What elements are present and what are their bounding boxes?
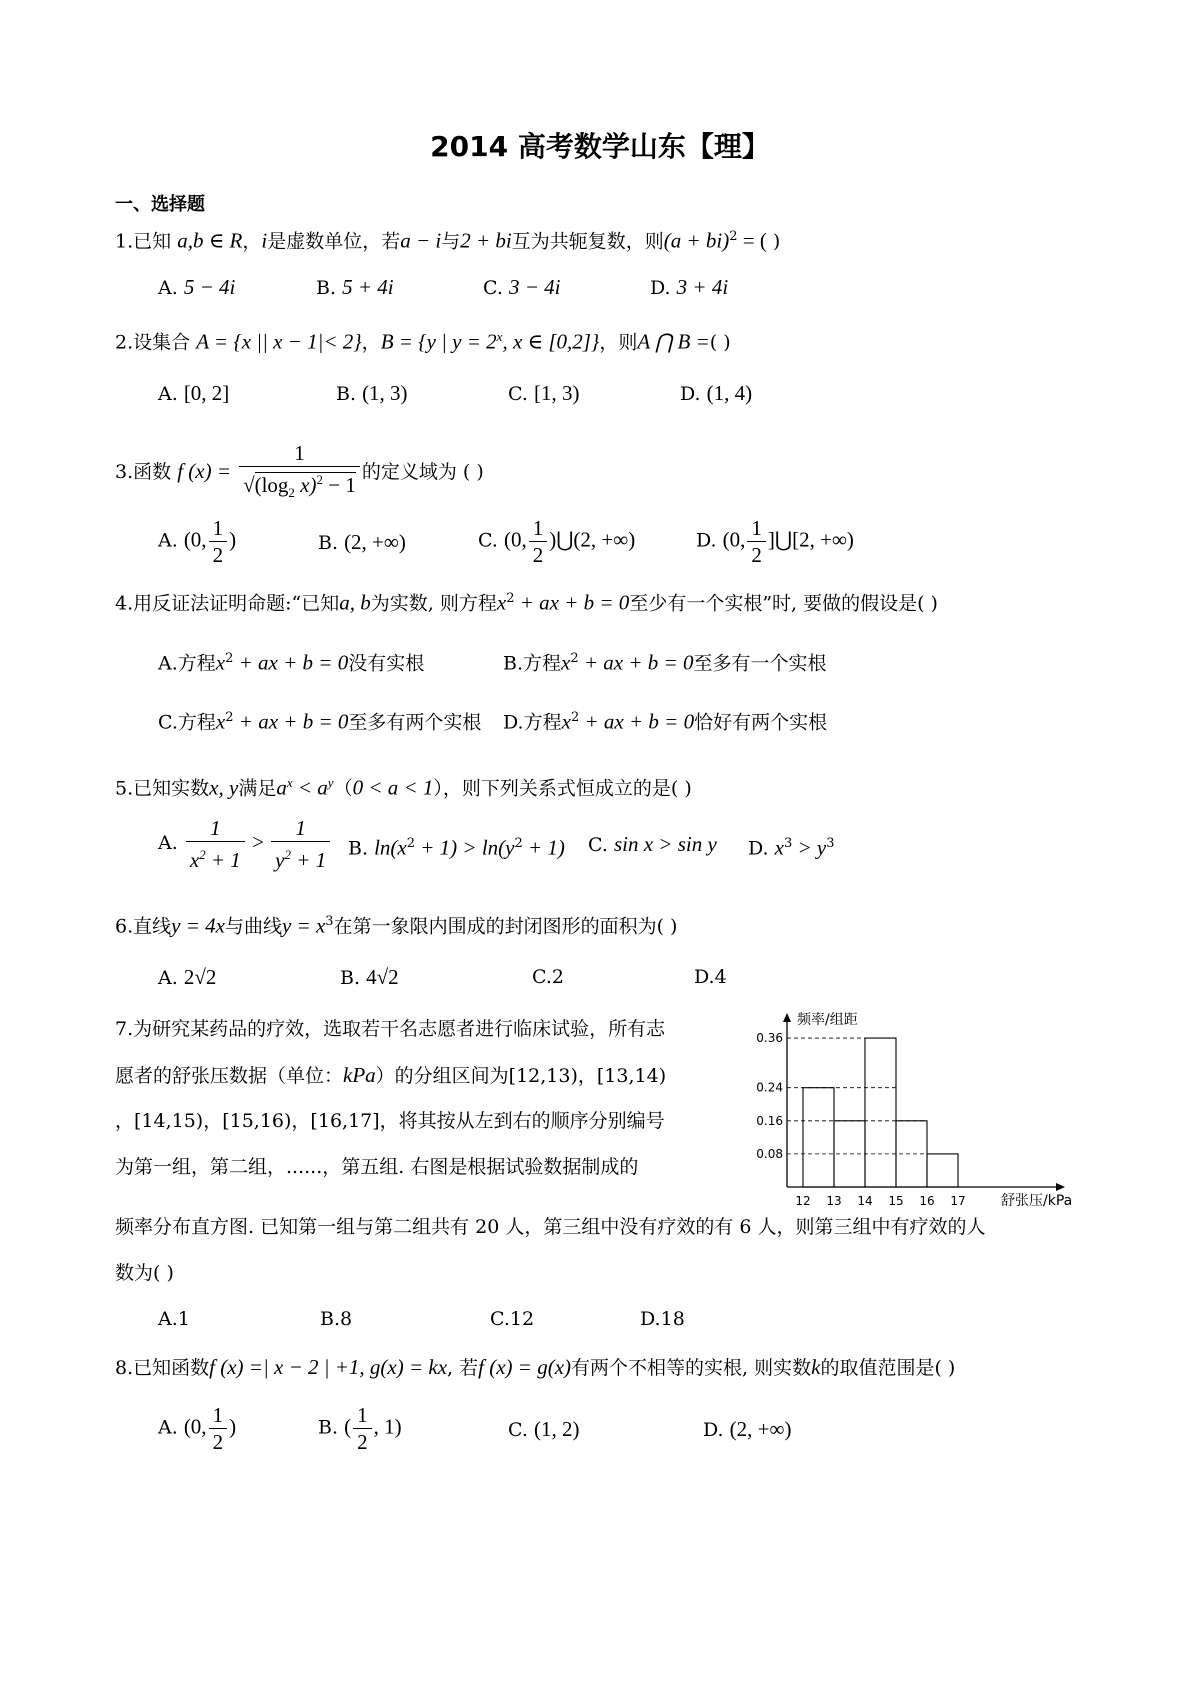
- option-math: (1, 2): [533, 1417, 580, 1441]
- question-1: [115, 222, 780, 256]
- fraction-denominator: 2: [357, 1430, 368, 1454]
- q4-text-1: 用反证法证明命题:“已知: [133, 592, 340, 615]
- q3-option-d[interactable]: [696, 515, 854, 568]
- q3-option-c[interactable]: [478, 515, 635, 568]
- option-math: + ax + b = 0: [579, 709, 695, 734]
- option-math: 12: [509, 1308, 535, 1330]
- option-math: 3 − 4i: [508, 275, 561, 299]
- q7-continued: [115, 1210, 1105, 1302]
- question-4: [115, 584, 938, 618]
- q8-math-2: f (x) = g(x): [478, 1355, 572, 1379]
- q4-option-b[interactable]: [503, 644, 827, 678]
- option-math: ): [229, 1414, 237, 1439]
- q5-option-b[interactable]: [348, 829, 565, 863]
- q5-text-3: （: [333, 777, 353, 800]
- denominator-var: x: [189, 848, 200, 872]
- q4-options-row-2: [158, 703, 958, 735]
- option-fraction: [353, 1402, 372, 1455]
- option-exp: 2: [225, 710, 234, 725]
- option-math: (0,: [183, 1414, 207, 1439]
- question-number: 1.: [115, 230, 134, 253]
- denominator-var: y: [275, 848, 285, 872]
- option-fraction: [209, 515, 228, 568]
- fraction-numerator: 1: [529, 515, 548, 542]
- q2-option-c[interactable]: [508, 378, 579, 409]
- log-term: (log: [254, 473, 289, 497]
- q3-option-a[interactable]: [158, 515, 236, 568]
- question-3: [115, 440, 484, 506]
- minus-one: − 1: [323, 473, 356, 497]
- denominator-rest: + 1: [290, 848, 327, 872]
- x-tick-label: 12: [795, 1194, 811, 1208]
- q5-math-1: x, y: [209, 775, 239, 800]
- option-label: B.: [336, 383, 357, 405]
- option-math: (0,: [183, 527, 207, 552]
- option-math: [1, 3): [533, 381, 580, 405]
- option-label: A.: [158, 383, 178, 405]
- option-label: D.: [696, 529, 717, 552]
- q7-option-d[interactable]: [640, 1304, 685, 1334]
- y-tick-label: 0.08: [756, 1146, 783, 1161]
- fraction-denominator: 2: [212, 543, 224, 567]
- option-math: (1, 4): [706, 381, 753, 405]
- q8-text-3: 有两个不相等的实根, 则实数: [571, 1357, 812, 1379]
- option-math: 2: [551, 966, 564, 988]
- histogram-bar: [927, 1154, 958, 1187]
- option-math: 4: [714, 966, 727, 988]
- option-text: 方程: [177, 711, 216, 734]
- q7-line-5: 频率分布直方图. 已知第一组与第二组共有 20 人，第三组中没有疗效的有 6 人，则第三组中有疗效的人: [115, 1216, 986, 1238]
- x-tick-label: 13: [826, 1194, 842, 1208]
- option-math: + ax + b = 0: [578, 650, 694, 675]
- q5-math-3-exp: y: [327, 775, 334, 790]
- fraction-numerator: 1: [209, 515, 228, 542]
- q4-math-2: x: [496, 590, 507, 615]
- option-text: 至多有一个实根: [693, 652, 827, 675]
- q3-math-1: f (x) =: [177, 459, 232, 484]
- q2-text-2: ，: [361, 331, 381, 354]
- fraction-denominator: 2: [212, 1430, 224, 1454]
- q1-option-a[interactable]: [158, 272, 235, 303]
- fraction-denominator: [271, 842, 330, 873]
- fraction-numerator: 1: [747, 515, 766, 542]
- option-math: (0,: [503, 527, 527, 552]
- option-math: 1: [177, 1308, 190, 1330]
- comparison: >: [246, 830, 270, 854]
- option-math: (2, +∞): [344, 530, 406, 554]
- q1-option-d[interactable]: [650, 272, 728, 303]
- option-math: x: [215, 709, 226, 734]
- option-label: B.: [348, 837, 369, 860]
- q2-math-4: A ⋂ B =: [637, 329, 710, 354]
- option-math: , 1): [373, 1414, 402, 1439]
- option-label: A.: [158, 652, 178, 675]
- question-6: [115, 907, 677, 941]
- question-number: 4.: [115, 592, 134, 615]
- q2-option-d[interactable]: [680, 378, 752, 409]
- y-axis-arrow: [783, 1013, 791, 1022]
- option-math: sin x > sin y: [613, 832, 717, 856]
- fraction-numerator: 1: [239, 440, 360, 467]
- option-label: D.: [503, 711, 524, 734]
- option-exp: 3: [826, 836, 835, 851]
- q8-option-d[interactable]: [703, 1414, 791, 1445]
- q7-option-b[interactable]: [320, 1304, 352, 1334]
- fraction-denominator: [186, 842, 245, 873]
- page-title: 2014 高考数学山东【理】: [430, 130, 770, 163]
- q7-line-6: 数为( ): [115, 1262, 174, 1284]
- option-math: x: [561, 709, 571, 734]
- option-label: C.: [490, 1308, 510, 1330]
- option-label: A.: [158, 529, 178, 552]
- log-arg: x): [294, 473, 317, 497]
- option-math: (1, 3): [362, 381, 408, 405]
- option-exp: 2: [570, 710, 580, 725]
- y-tick-label: 0.16: [756, 1113, 783, 1128]
- fraction-numerator: 1: [186, 815, 245, 842]
- q2-options: [158, 378, 858, 410]
- q7-option-c[interactable]: [490, 1304, 534, 1334]
- option-math: (: [344, 1414, 352, 1439]
- option-label: B.: [503, 652, 524, 675]
- option-math: 8: [340, 1308, 353, 1330]
- option-exp: 3: [783, 836, 793, 851]
- denominator-exp: 2: [284, 847, 291, 862]
- option-fraction: [209, 1402, 228, 1455]
- q1-math-5-exp: 2: [729, 229, 738, 244]
- q4-math-2-exp: 2: [506, 591, 515, 606]
- q2-option-a[interactable]: [158, 378, 229, 409]
- option-label: D.: [694, 966, 715, 988]
- q4-text-3: 至少有一个实根”时, 要做的假设是( ): [629, 592, 938, 615]
- q7-unit: kPa: [343, 1063, 376, 1087]
- q1-options: [158, 272, 858, 304]
- q5-math-2-exp: x: [286, 775, 293, 790]
- option-label: B.: [320, 1308, 341, 1330]
- q4-option-a[interactable]: [158, 644, 424, 678]
- fraction-denominator: 2: [532, 543, 544, 567]
- option-label: C.: [483, 277, 503, 299]
- q3-option-b[interactable]: [318, 527, 406, 558]
- q4-option-c[interactable]: [158, 703, 481, 737]
- q8-option-c[interactable]: [508, 1414, 579, 1445]
- option-fraction: [747, 515, 766, 568]
- q2-math-3: , x ∈ [0,2]}: [502, 329, 600, 354]
- q2-text-4: ( ): [709, 331, 731, 354]
- q1-text-5: 互为共轭复数，则: [511, 230, 664, 253]
- q6-text-2: 与曲线: [224, 915, 282, 938]
- option-exp: 2: [225, 651, 234, 666]
- option-math: )⋃(2, +∞): [549, 527, 636, 552]
- option-label: A.: [158, 832, 178, 854]
- option-label: D.: [703, 1419, 724, 1441]
- q7-line-3: ，[14,15)，[15,16)，[16,17]，将其按从左到右的顺序分别编号: [115, 1110, 665, 1132]
- q7-line-1: 7.为研究某药品的疗效，选取若干名志愿者进行临床试验，所有志: [115, 1018, 666, 1040]
- option-math: x: [561, 650, 571, 675]
- q1-math-5: (a + bi): [663, 228, 730, 253]
- option-text: 恰好有两个实根: [694, 711, 828, 734]
- q6-text-1: 直线: [133, 915, 172, 938]
- q1-math-3: a − i: [400, 228, 442, 253]
- fraction-numerator: 1: [209, 1402, 228, 1429]
- q3-text-1: 函数: [133, 461, 172, 484]
- q1-text-2: ，: [242, 230, 262, 253]
- option-math: x: [774, 835, 784, 860]
- q7-text: ）的分组区间为[12,13)，[13,14): [375, 1065, 667, 1087]
- option-label: A.: [158, 967, 178, 989]
- q4-math-3: + ax + b = 0: [514, 590, 630, 615]
- option-math: 5 + 4i: [342, 275, 394, 299]
- x-tick-label: 16: [919, 1194, 935, 1208]
- q5-option-a[interactable]: [158, 815, 332, 873]
- q1-option-c[interactable]: [483, 272, 560, 303]
- option-math: 4√2: [366, 965, 399, 989]
- histogram-bar: [803, 1088, 834, 1187]
- q1-math-6: = (: [737, 228, 767, 253]
- option-label: C.: [588, 834, 608, 856]
- q8-math-1: f (x) =| x − 2 | +1, g(x) = kx: [209, 1355, 448, 1379]
- option-math: 2√2: [183, 965, 217, 989]
- q8-option-a[interactable]: [158, 1402, 236, 1455]
- histogram-marks: [756, 1031, 965, 1208]
- histogram-bar: [865, 1038, 896, 1187]
- q4-options-row-1: [158, 644, 958, 676]
- q7-option-a[interactable]: [158, 1304, 190, 1334]
- section-heading: 一、选择题: [115, 194, 205, 215]
- q1-math-1: a,b ∈ R: [177, 228, 243, 253]
- x-axis-arrow: [1056, 1183, 1065, 1191]
- x-tick-label: 14: [857, 1194, 873, 1208]
- q5-text-4: ），则下列关系式恒成立的是( ): [433, 777, 692, 800]
- q6-option-a[interactable]: [158, 962, 216, 993]
- option-math: 18: [660, 1308, 685, 1330]
- q1-math-4: 2 + bi: [460, 228, 512, 253]
- q1-text-3: 是虚数单位，若: [267, 230, 401, 253]
- option-label: D.: [650, 277, 671, 299]
- q6-math-1: y = 4x: [171, 913, 225, 938]
- option-label: B.: [318, 1416, 339, 1439]
- question-number: 6.: [115, 915, 134, 938]
- option-math: 3 + 4i: [676, 275, 729, 299]
- question-number: 8.: [115, 1357, 134, 1379]
- option-label: C.: [532, 966, 552, 988]
- option-label: C.: [508, 383, 528, 405]
- q7-line-4: 为第一组，第二组，......，第五组. 右图是根据试验数据制成的: [115, 1156, 639, 1178]
- option-math: + ax + b = 0: [233, 650, 349, 675]
- q2-math-2-exp: x: [496, 329, 503, 344]
- q8-math-3: k: [811, 1355, 821, 1379]
- y-axis-label: 频率/组距: [797, 1012, 858, 1028]
- q1-text-4: 与: [441, 230, 461, 253]
- frequency-histogram: [745, 1005, 1105, 1210]
- log-base: 2: [288, 485, 295, 501]
- fraction-denominator: $√(\log_2$ x)$^2$ − 1: [243, 472, 356, 501]
- question-8: [115, 1352, 955, 1383]
- q1-text-1: 已知: [133, 230, 172, 253]
- x-axis-label: 舒张压/kPa: [1001, 1193, 1073, 1209]
- option-math: x: [215, 650, 226, 675]
- option-math: + 1) > ln(y: [415, 835, 515, 860]
- q1-math-2: i: [261, 228, 268, 253]
- q6-option-d[interactable]: [694, 962, 727, 992]
- option-math: (2, +∞): [729, 1417, 792, 1441]
- q8-text-4: 的取值范围是( ): [820, 1357, 956, 1379]
- q5-math-4: 0 < a < 1: [352, 775, 434, 800]
- option-fraction: [271, 815, 330, 873]
- q5-math-2: a: [276, 775, 287, 800]
- q7-options: [158, 1304, 858, 1336]
- fraction-numerator: 1: [271, 815, 330, 842]
- q2-text-3: ，则: [599, 331, 638, 354]
- q5-option-c[interactable]: [588, 829, 717, 860]
- radicand: [254, 472, 356, 501]
- y-tick-label: 0.24: [756, 1080, 783, 1095]
- option-text: 至多有两个实根: [348, 711, 482, 734]
- option-label: B.: [318, 532, 339, 554]
- q7-line-2: [115, 1058, 735, 1104]
- q2-math-2: B = {y | y = 2: [380, 329, 497, 354]
- q6-option-c[interactable]: [532, 962, 564, 992]
- q6-options: [158, 962, 858, 994]
- question-7: [115, 1012, 735, 1196]
- question-2: [115, 322, 731, 357]
- q8-options: [158, 1402, 918, 1462]
- q4-option-d[interactable]: [503, 703, 827, 737]
- option-math: (0,: [722, 527, 746, 552]
- option-math: 5 − 4i: [183, 275, 236, 299]
- q5-options: [158, 815, 958, 877]
- q6-math-2-exp: 3: [325, 914, 334, 929]
- q3-options: [158, 515, 918, 575]
- q8-option-b[interactable]: [318, 1402, 402, 1455]
- option-fraction: [186, 815, 245, 873]
- option-label: C.: [478, 529, 498, 552]
- q2-text-1: 设集合: [133, 331, 191, 354]
- option-exp: 2: [406, 836, 415, 851]
- option-label: A.: [158, 277, 178, 299]
- question-number: 5.: [115, 777, 134, 800]
- denominator-rest: + 1: [205, 848, 241, 872]
- option-math: > y: [792, 835, 827, 860]
- option-text: 方程: [177, 652, 216, 675]
- option-exp: 2: [514, 836, 523, 851]
- q3-fraction: [239, 440, 360, 506]
- option-label: D.: [640, 1308, 661, 1330]
- option-math: + 1): [522, 835, 565, 860]
- q7-text: 愿者的舒张压数据（单位：: [115, 1065, 344, 1087]
- histogram-axes: [783, 1012, 1072, 1209]
- fraction-denominator: 2: [751, 543, 762, 567]
- q8-text-1: 已知函数: [133, 1357, 210, 1379]
- q4-text-2: 为实数, 则方程: [370, 592, 497, 615]
- option-label: B.: [340, 967, 361, 989]
- q5-option-d[interactable]: [748, 829, 835, 863]
- option-math: ]⋃[2, +∞): [767, 527, 854, 552]
- log-exp: 2: [316, 472, 323, 487]
- option-label: D.: [748, 837, 769, 860]
- x-tick-label: 15: [888, 1194, 904, 1208]
- q6-math-2: y = x: [281, 913, 326, 938]
- option-text: 没有实根: [348, 652, 425, 675]
- q3-text-2: 的定义域为 ( ): [361, 461, 484, 484]
- q6-text-3: 在第一象限内围成的封闭图形的面积为( ): [333, 915, 678, 938]
- question-5: [115, 768, 692, 803]
- q8-text-2: , 若: [447, 1357, 479, 1379]
- q4-math-1: a, b: [339, 590, 371, 615]
- q1-text-6: ): [766, 230, 781, 253]
- q1-option-b[interactable]: [316, 272, 394, 303]
- x-tick-label: 17: [950, 1194, 966, 1208]
- option-math: + ax + b = 0: [233, 709, 349, 734]
- option-math: ): [229, 527, 237, 552]
- option-text: 方程: [523, 711, 562, 734]
- option-exp: 2: [570, 651, 579, 666]
- option-math: ln(x: [374, 835, 407, 860]
- q5-text-1: 已知实数: [133, 777, 210, 800]
- denominator-exp: 2: [199, 847, 206, 862]
- option-label: C.: [508, 1419, 528, 1441]
- y-tick-label: 0.36: [756, 1031, 783, 1046]
- q5-math-3: < a: [292, 775, 328, 800]
- question-number: 3.: [115, 461, 134, 484]
- q2-math-1: A = {x || x − 1|< 2}: [196, 329, 362, 354]
- q5-text-2: 满足: [238, 777, 277, 800]
- option-label: A.: [158, 1416, 178, 1439]
- option-fraction: [529, 515, 548, 568]
- option-math: [0, 2]: [183, 381, 230, 405]
- option-text: 方程: [523, 652, 562, 675]
- fraction-numerator: 1: [353, 1402, 372, 1429]
- option-label: A.: [158, 1308, 178, 1330]
- option-label: D.: [680, 383, 701, 405]
- question-number: 2.: [115, 331, 134, 354]
- option-label: C.: [158, 711, 178, 734]
- option-label: B.: [316, 277, 337, 299]
- q6-option-b[interactable]: [340, 962, 399, 993]
- q2-option-b[interactable]: [336, 378, 408, 409]
